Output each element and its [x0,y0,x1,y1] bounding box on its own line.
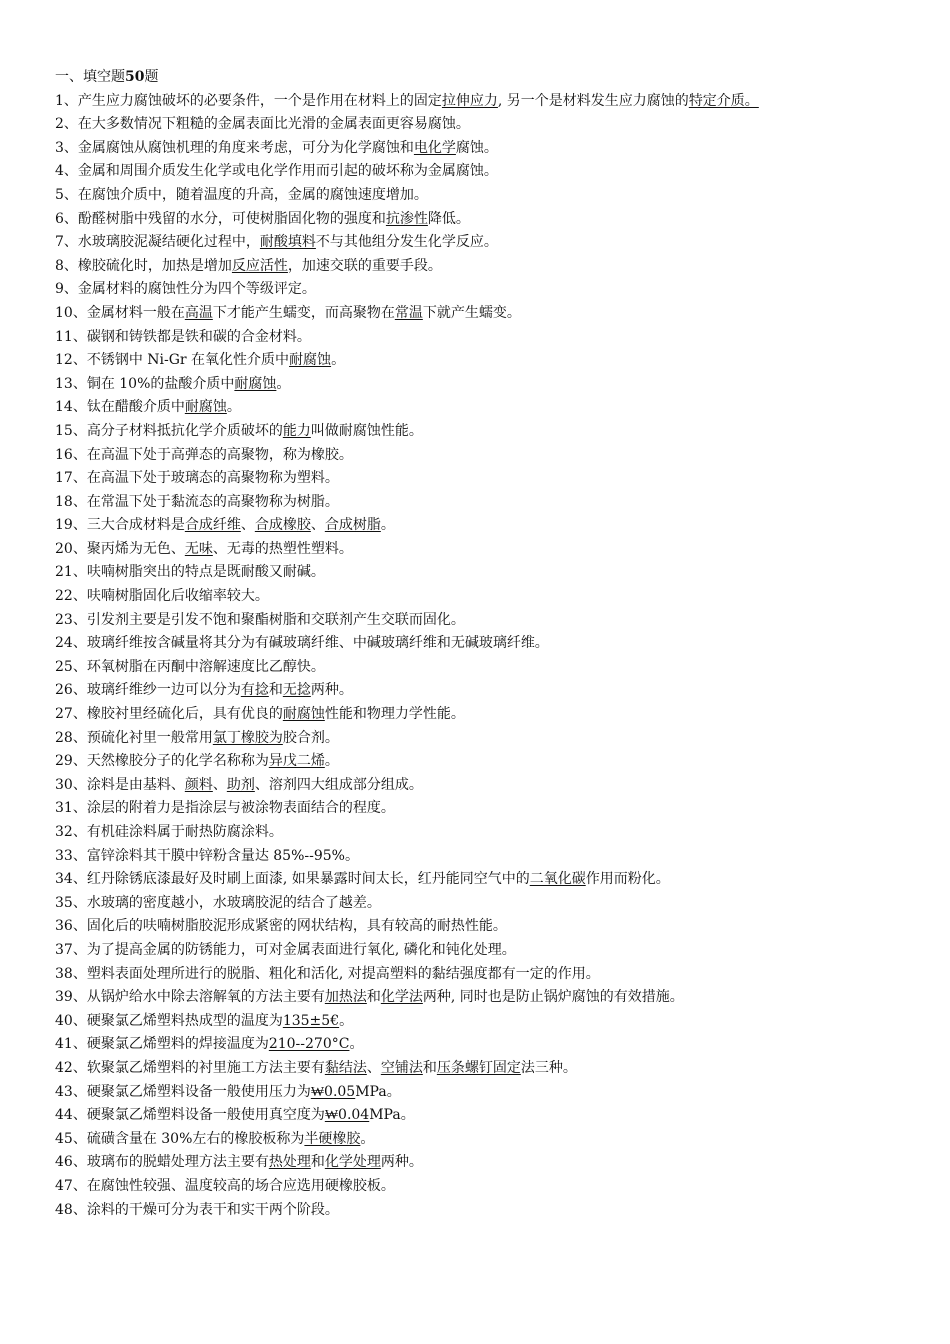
question-text: 20、聚丙烯为无色、 [55,540,185,557]
question-text: 、 [310,517,325,534]
question-text: 30、涂料是由基料、 [55,776,185,793]
question-item [55,278,935,302]
question-item [55,1199,935,1223]
question-text: 、 [212,776,227,793]
question-text: 33、富锌涂料其干膜中锌粉含量达 85%--95%。 [55,847,359,864]
question-text: 17、在高温下处于玻璃态的高聚物称为塑料。 [55,470,339,487]
question-item [55,444,935,468]
question-text: 39、从锅炉给水中除去溶解氧的方法主要有 [55,989,325,1006]
answer-blank: 无味 [184,540,213,557]
question-text: 法三种。 [520,1059,577,1076]
question-text: 和 [366,989,381,1006]
question-text: 性能和物理力学性能。 [324,706,465,723]
question-list [55,90,935,1223]
answer-blank: 加热法 [324,989,367,1006]
question-text: 9、金属材料的腐蚀性分为四个等级评定。 [55,281,316,298]
answer-blank: 耐腐蚀 [184,399,227,416]
question-text: 44、硬聚氯乙烯塑料设备一般使用真空度为 [55,1107,325,1124]
question-text: 1、产生应力腐蚀破坏的必要条件，一个是作用在材料上的固定 [55,92,442,109]
question-item [55,750,935,774]
question-item [55,326,935,350]
question-item [55,302,935,326]
question-text: MPa。 [369,1107,415,1124]
answer-blank: 耐腐蚀 [282,706,325,723]
question-text: 叫做耐腐蚀性能。 [310,422,423,439]
question-text: 35、水玻璃的密度越小，水玻璃胶泥的结合了越差。 [55,894,381,911]
question-item [55,963,935,987]
question-text: 12、不锈钢中 Ni-Gr 在氧化性介质中 [55,352,290,369]
question-text: 、溶剂四大组成部分组成。 [254,776,423,793]
question-text: 2、在大多数情况下粗糙的金属表面比光滑的金属表面更容易腐蚀。 [55,116,470,133]
question-item [55,703,935,727]
question-text: 3、金属腐蚀从腐蚀机理的角度来考虑，可分为化学腐蚀和 [55,139,414,156]
question-text: 19、三大合成材料是 [55,517,185,534]
answer-blank: 无捻 [282,682,311,699]
question-text: 16、在高温下处于高弹态的高聚物，称为橡胶。 [55,446,353,463]
question-text: 37、为了提高金属的防锈能力，可对金属表面进行氧化, 磷化和钝化处理。 [55,941,516,958]
question-text: 两种。 [310,682,353,699]
section-heading-suffix: 题 [144,69,159,85]
answer-blank: 反应活性 [231,257,288,274]
question-text: 下就产生蠕变。 [422,304,521,321]
question-item [55,1104,935,1128]
question-text: 腐蚀。 [455,139,498,156]
question-item [55,184,935,208]
question-text: 降低。 [427,210,470,227]
answer-blank: 热处理 [268,1154,311,1171]
question-item [55,821,935,845]
question-item [55,632,935,656]
question-text: 7、水玻璃胶泥凝结硬化过程中， [55,234,260,251]
question-item [55,396,935,420]
question-text: 作用而粉化。 [585,871,670,888]
question-text: 24、玻璃纤维按含碱量将其分为有碱玻璃纤维、中碱玻璃纤维和无碱玻璃纤维。 [55,635,549,652]
question-item [55,1057,935,1081]
question-text: 。 [380,517,395,534]
answer-blank: 210--270°C [268,1036,350,1053]
question-text: 21、呋喃树脂突出的特点是既耐酸又耐碱。 [55,564,325,581]
question-text: 两种。 [380,1154,423,1171]
question-text: 46、玻璃布的脱蜡处理方法主要有 [55,1154,269,1171]
question-item [55,255,935,279]
question-text: MPa。 [355,1083,401,1100]
question-text: ，加速交联的重要手段。 [287,257,442,274]
question-item [55,538,935,562]
question-text: 。 [339,1012,354,1029]
answer-blank: 合成纤维 [184,517,241,534]
answer-blank: 半硬橡胶 [304,1130,361,1147]
question-item [55,349,935,373]
question-item [55,868,935,892]
question-text: 8、橡胶硫化时，加热是增加 [55,257,232,274]
answer-blank: 化学法 [380,989,423,1006]
question-text: 43、硬聚氯乙烯塑料设备一般使用压力为 [55,1083,311,1100]
answer-blank: 化学处理 [324,1154,381,1171]
question-text: 和 [268,682,283,699]
question-text: 15、高分子材料抵抗化学介质破坏的 [55,422,283,439]
answer-blank: 压条螺钉固定 [436,1059,521,1076]
question-item [55,160,935,184]
question-item [55,585,935,609]
answer-blank: 135±5€ [282,1012,340,1029]
answer-blank: 黏结法 [324,1059,367,1076]
question-item [55,420,935,444]
question-text: 胶合剂。 [282,729,339,746]
question-text: 48、涂料的干燥可分为表干和实干两个阶段。 [55,1201,339,1218]
question-text: 28、预硫化衬里一般常用 [55,729,213,746]
question-text: , 另一个是材料发生应力腐蚀的 [497,92,689,109]
question-text: 。 [349,1036,364,1053]
question-text: 22、呋喃树脂固化后收缩率较大。 [55,588,269,605]
document-page [55,66,935,1222]
question-item [55,1151,935,1175]
question-text: 42、软聚氯乙烯塑料的衬里施工方法主要有 [55,1059,325,1076]
question-text: 45、硫磺含量在 30%左右的橡胶板称为 [55,1130,305,1147]
question-text: 和 [310,1154,325,1171]
question-item [55,939,935,963]
answer-blank: 耐酸填料 [259,234,316,251]
question-item [55,491,935,515]
question-item [55,90,935,114]
question-text: 。 [324,753,339,770]
question-item [55,1010,935,1034]
answer-blank: 电化学 [413,139,456,156]
question-text: 两种, 同时也是防止锅炉腐蚀的有效措施。 [422,989,684,1006]
question-item [55,467,935,491]
question-item [55,797,935,821]
question-text: 13、铜在 10%的盐酸介质中 [55,375,235,392]
answer-blank: 能力 [282,422,311,439]
question-text: 、 [366,1059,381,1076]
answer-blank: 常温 [394,304,423,321]
question-text: 5、在腐蚀介质中，随着温度的升高，金属的腐蚀速度增加。 [55,186,428,203]
question-text: 下才能产生蠕变，而高聚物在 [212,304,395,321]
question-item [55,113,935,137]
answer-blank: 合成橡胶 [254,517,311,534]
question-text: 23、引发剂主要是引发不饱和聚酯树脂和交联剂产生交联而固化。 [55,611,465,628]
question-item [55,845,935,869]
question-item [55,514,935,538]
question-item [55,1175,935,1199]
answer-blank: 二氧化碳 [529,871,586,888]
question-text: 32、有机硅涂料属于耐热防腐涂料。 [55,824,283,840]
question-text: 29、天然橡胶分子的化学名称称为 [55,753,269,770]
answer-blank: ₩0.05 [310,1083,356,1100]
answer-blank: 抗渗性 [385,210,428,227]
answer-blank: ₩0.04 [324,1107,370,1124]
question-item [55,373,935,397]
question-text: 40、硬聚氯乙烯塑料热成型的温度为 [55,1012,283,1029]
question-text: 38、塑料表面处理所进行的脱脂、粗化和活化, 对提高塑料的黏结强度都有一定的作用。 [55,965,600,982]
question-item [55,1033,935,1057]
question-text: 27、橡胶衬里经硫化后，具有优良的 [55,706,283,723]
section-heading-prefix: 一、填空题 [55,69,125,85]
question-item [55,774,935,798]
question-text: 34、红丹除锈底漆最好及时刷上面漆, 如果暴露时间太长，红丹能同空气中的 [55,871,530,888]
answer-blank: 特定介质。 [688,92,759,109]
answer-blank: 耐腐蚀 [289,352,332,369]
question-text: 不与其他组分发生化学反应。 [315,234,498,251]
question-text: 6、酚醛树脂中残留的水分，可使树脂固化物的强度和 [55,210,386,227]
question-item [55,727,935,751]
answer-blank: 拉伸应力 [441,92,498,109]
section-heading-count: 50 [125,69,145,85]
question-text: 14、钛在醋酸介质中 [55,399,185,416]
question-text: 47、在腐蚀性较强、温度较高的场合应选用硬橡胶板。 [55,1177,395,1194]
question-item [55,892,935,916]
answer-blank: 异戊二烯 [268,753,325,770]
question-item [55,137,935,161]
question-text: 25、环氧树脂在丙酮中溶解速度比乙醇快。 [55,658,325,675]
question-text: 36、固化后的呋喃树脂胶泥形成紧密的网状结构，具有较高的耐热性能。 [55,918,507,935]
question-text: 26、玻璃纤维纱一边可以分为 [55,682,241,699]
question-text: 41、硬聚氯乙烯塑料的焊接温度为 [55,1036,269,1053]
question-item [55,679,935,703]
question-item [55,1128,935,1152]
question-item [55,915,935,939]
answer-blank: 空铺法 [380,1059,423,1076]
answer-blank: 合成树脂 [324,517,381,534]
answer-blank: 颜料 [184,776,213,793]
question-text: 10、金属材料一般在 [55,304,185,321]
question-text: 、无毒的热塑性塑料。 [212,540,353,557]
answer-blank: 耐腐蚀 [234,375,277,392]
answer-blank: 高温 [184,304,213,321]
question-item [55,656,935,680]
section-heading [55,66,935,90]
question-item [55,609,935,633]
question-text: 。 [276,375,291,392]
question-text: 18、在常温下处于黏流态的高聚物称为树脂。 [55,493,339,510]
question-text: 31、涂层的附着力是指涂层与被涂物表面结合的程度。 [55,800,395,817]
question-text: 。 [360,1130,375,1147]
answer-blank: 有捻 [240,682,269,699]
answer-blank: 氯丁橡胶为 [212,729,283,746]
answer-blank: 助剂 [226,776,255,793]
question-text: 。 [226,399,241,416]
question-text: 4、金属和周围介质发生化学或电化学作用而引起的破坏称为金属腐蚀。 [55,163,498,180]
question-text: 和 [422,1059,437,1076]
question-text: 。 [331,352,346,369]
question-item [55,986,935,1010]
question-text: 、 [240,517,255,534]
question-item [55,208,935,232]
question-item [55,231,935,255]
question-item [55,1081,935,1105]
question-item [55,561,935,585]
question-text: 11、碳钢和铸铁都是铁和碳的合金材料。 [55,328,311,345]
